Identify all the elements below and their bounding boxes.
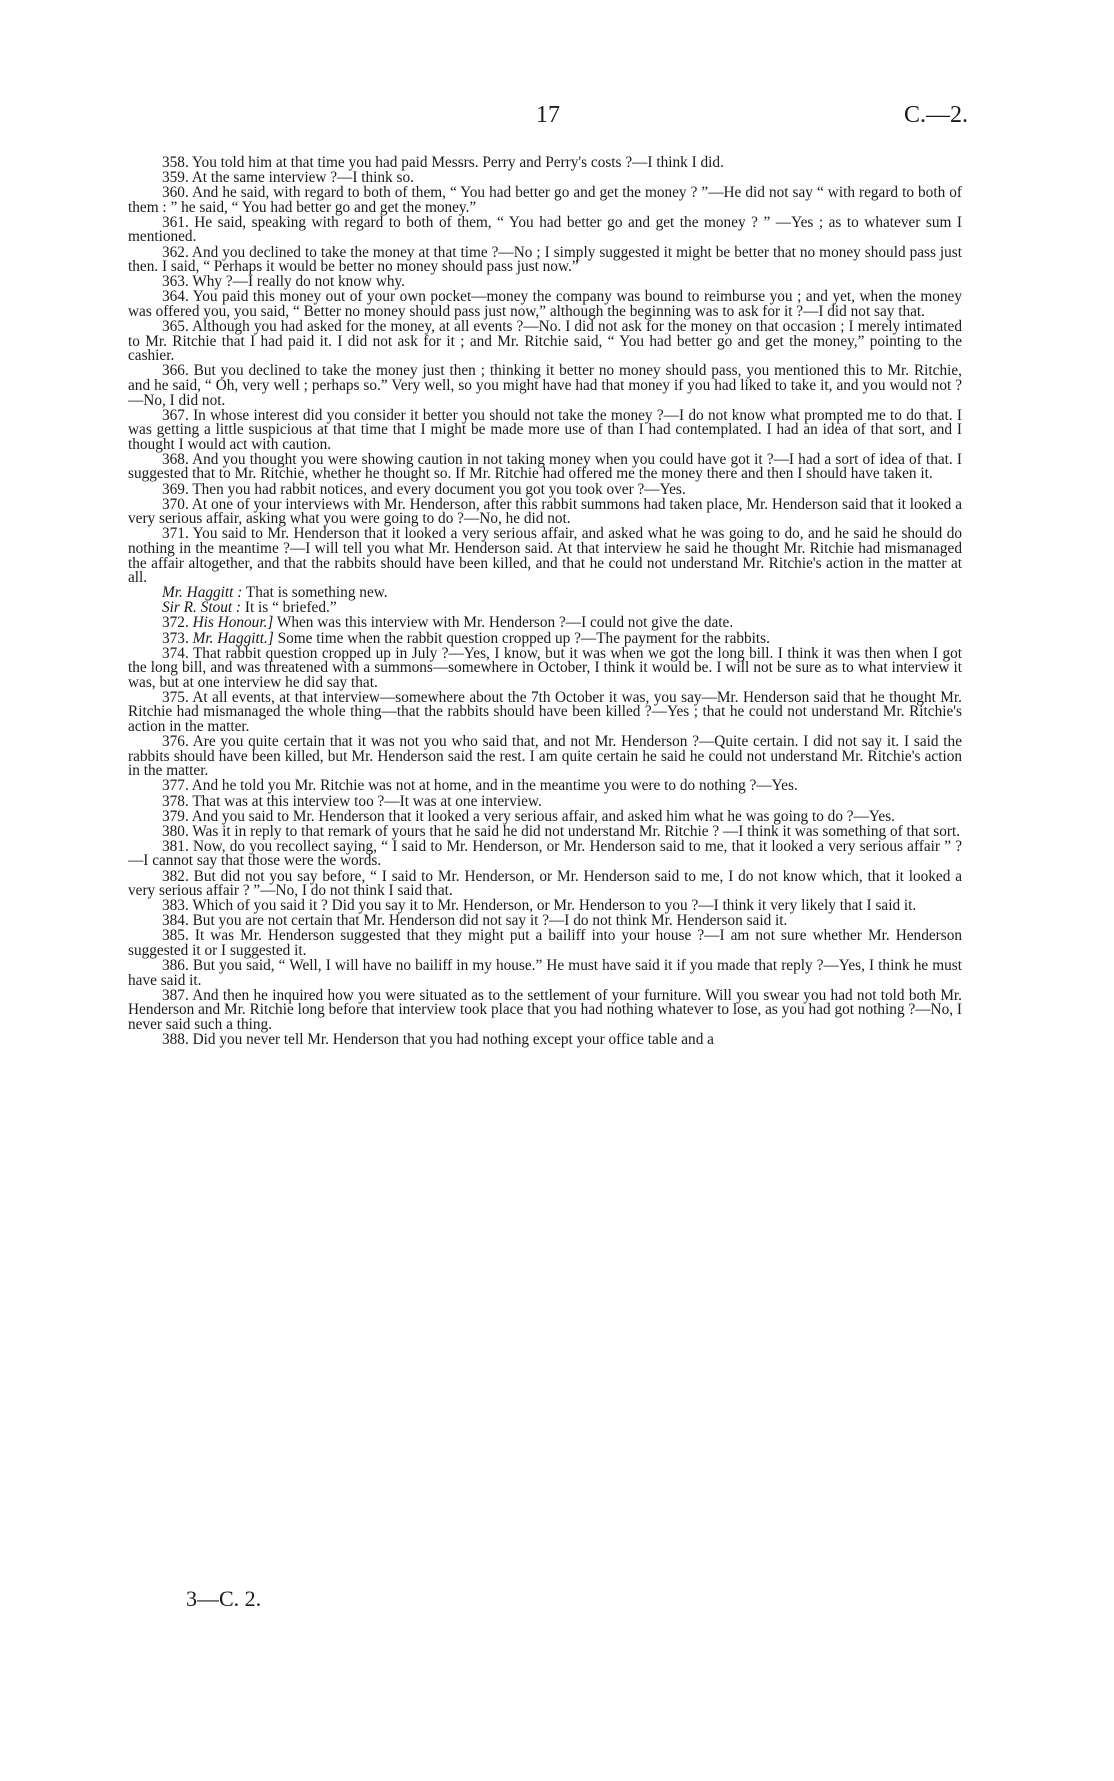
question-378: 378. That was at this interview too ?—It was at one interview. <box>162 792 542 810</box>
question-360: 360. And he said, with regard to both of them, “ You had better go and get the money ? ”—He did not say “ with regard to both of them : ” he said, “ You had better go and get the money.” <box>128 184 962 216</box>
speaker-name: Mr. Haggitt : <box>162 584 243 602</box>
question-359: 359. At the same interview ?—I think so. <box>162 169 414 187</box>
question-385: 385. It was Mr. Henderson suggested that they might put a bailiff into your house ?—I am not sure whether Mr. Henderson suggested it or I suggested it. <box>128 927 962 959</box>
speaker-name: His Honour.] <box>192 614 274 632</box>
question-384: 384. But you are not certain that Mr. Henderson did not say it ?—I do not think Mr. Henderson said it. <box>162 912 788 930</box>
question-379: 379. And you said to Mr. Henderson that it looked a very serious affair, and asked him what he was going to do ?—Yes. <box>162 807 895 825</box>
document-reference: C.—2. <box>903 102 968 128</box>
question-380: 380. Was it in reply to that remark of yours that he said he did not understand Mr. Ritchie ? —I think it was something of that sort. <box>162 822 961 840</box>
question-370: 370. At one of your interviews with Mr. Henderson, after this rabbit summons had taken place, Mr. Henderson said that it looked a very serious affair, asking what you were going to do ?—No, he did not. <box>128 495 962 528</box>
question-366: 366. But you declined to take the money just then ; thinking it better no money should pass, you mentioned this to Mr. Ritchie, and he said, “ Oh, very well ; perhaps so.” Very well, so you might have had that money if you had liked to take it, and you would not ?—No, I did not. <box>128 362 962 409</box>
question-367: 367. In whose interest did you consider it better you should not take the money ?—I do not know what prompted me to do that. I was getting a little suspicious at that time that I might be made more use of than I had contemplated. I had an idea of that sort, and I thought I would act with caution. <box>128 406 962 453</box>
question-358: 358. You told him at that time you had paid Messrs. Perry and Perry's costs ?—I think I did. <box>162 154 724 171</box>
question-text: Some time when the rabbit question cropped up ?—The payment for the rabbits. <box>273 629 770 647</box>
question-377: 377. And he told you Mr. Ritchie was not at home, and in the meantime you were to do nothing ?—Yes. <box>162 777 798 795</box>
question-383: 383. Which of you said it ? Did you say it to Mr. Henderson, or Mr. Henderson to you ?—I think it very likely that I said it. <box>162 897 917 915</box>
question-363: 363. Why ?—I really do not know why. <box>162 273 406 291</box>
question-number: 373. <box>162 629 189 647</box>
question-362: 362. And you declined to take the money at that time ?—No ; I simply suggested it might be better that no money should pass just then. I said, “ Perhaps it would be better no money should pass just now.” <box>128 243 962 276</box>
question-376: 376. Are you quite certain that it was not you who said that, and not Mr. Henderson ?—Quite certain. I did not say it. I said the rabbits should have been killed, but Mr. Henderson said the rest. I am quite certain he said he could not understand Mr. Ritchie's action in the matter. <box>128 733 962 780</box>
question-387: 387. And then he inquired how you were situated as to the settlement of your furniture. Will you swear you had not told both Mr. Henderson and Mr. Ritchie long before that interview took place that you had nothing whatever to lose, as you had got nothing ?—No, I never said such a thing. <box>128 986 962 1033</box>
signature-mark: 3—C. 2. <box>186 1586 262 1611</box>
question-365: 365. Although you had asked for the money, at all events ?—No. I did not ask for the money on that occasion ; I merely intimated to Mr. Ritchie that I had paid it. I did not ask for it ; and Mr. Ritchie said, “ You had better go and get the money,” pointing to the cashier. <box>128 318 962 365</box>
testimony-body <box>128 156 962 1048</box>
question-386: 386. But you said, “ Well, I will have no bailiff in my house.” He must have said it if you made that reply ?—Yes, I think he must have said it. <box>128 957 962 989</box>
question-374: 374. That rabbit question cropped up in July ?—Yes, I know, but it was when we got the long bill. I think it was then when I got the long bill, and was threatened with a summons—somewhere in October, I think it would be. I will not be sure as to what interview it was, but at one interview he did say that. <box>128 644 962 691</box>
question-382: 382. But did not you say before, “ I said to Mr. Henderson, or Mr. Henderson said to me, I do not know which, that it looked a very serious affair ? ”—No, I do not think I said that. <box>128 867 962 900</box>
page-number: 17 <box>536 102 560 128</box>
question-364: 364. You paid this money out of your own pocket—money the company was bound to reimburse you ; and yet, when the money was offered you, you said, “ Better no money should pass just now,” although the beginning was to ask for it ?—I did not say that. <box>128 288 962 320</box>
remark-text: It is “ briefed.” <box>241 599 337 617</box>
question-361: 361. He said, speaking with regard to both of them, “ You had better go and get the money ? ” —Yes ; as to whatever sum I mentioned. <box>128 213 962 246</box>
question-text: When was this interview with Mr. Henderson ?—I could not give the date. <box>273 614 734 632</box>
question-381: 381. Now, do you recollect saying, “ I said to Mr. Henderson, or Mr. Henderson said to me, that it looked a very serious affair ” ?—I cannot say that those were the words. <box>128 837 962 870</box>
speaker-name: Mr. Haggitt.] <box>192 629 274 647</box>
question-368: 368. And you thought you were showing caution in not taking money when you could have got it ?—I had a sort of idea of that. I suggested that to Mr. Ritchie, whether he thought so. If Mr. Ritchie had offered me the money there and then I should have taken it. <box>128 450 962 483</box>
question-373 <box>128 629 962 647</box>
page-header <box>128 102 968 134</box>
question-number: 372. <box>162 614 189 632</box>
speaker-name: Sir R. Stout : <box>162 599 242 617</box>
question-371: 371. You said to Mr. Henderson that it looked a very serious affair, and asked what he was going to do, and he said he should do nothing in the meantime ?—I will tell you what Mr. Henderson said. At that interview he said he thought Mr. Ritchie had mismanaged the affair altogether, and that the rabbits should have been killed, and that he could not understand Mr. Ritchie's action in the matter at all. <box>128 525 962 587</box>
question-375: 375. At all events, at that interview—somewhere about the 7th October it was, you say—Mr. Henderson said that he thought Mr. Ritchie had mismanaged the whole thing—that the rabbits should have been killed ?—Yes ; that he could not understand Mr. Ritchie's action in the matter. <box>128 688 962 736</box>
question-369: 369. Then you had rabbit notices, and every document you got you took over ?—Yes. <box>162 480 686 498</box>
remark-text: That is something new. <box>242 584 388 602</box>
question-388: 388. Did you never tell Mr. Henderson that you had nothing except your office table and a <box>162 1031 714 1049</box>
